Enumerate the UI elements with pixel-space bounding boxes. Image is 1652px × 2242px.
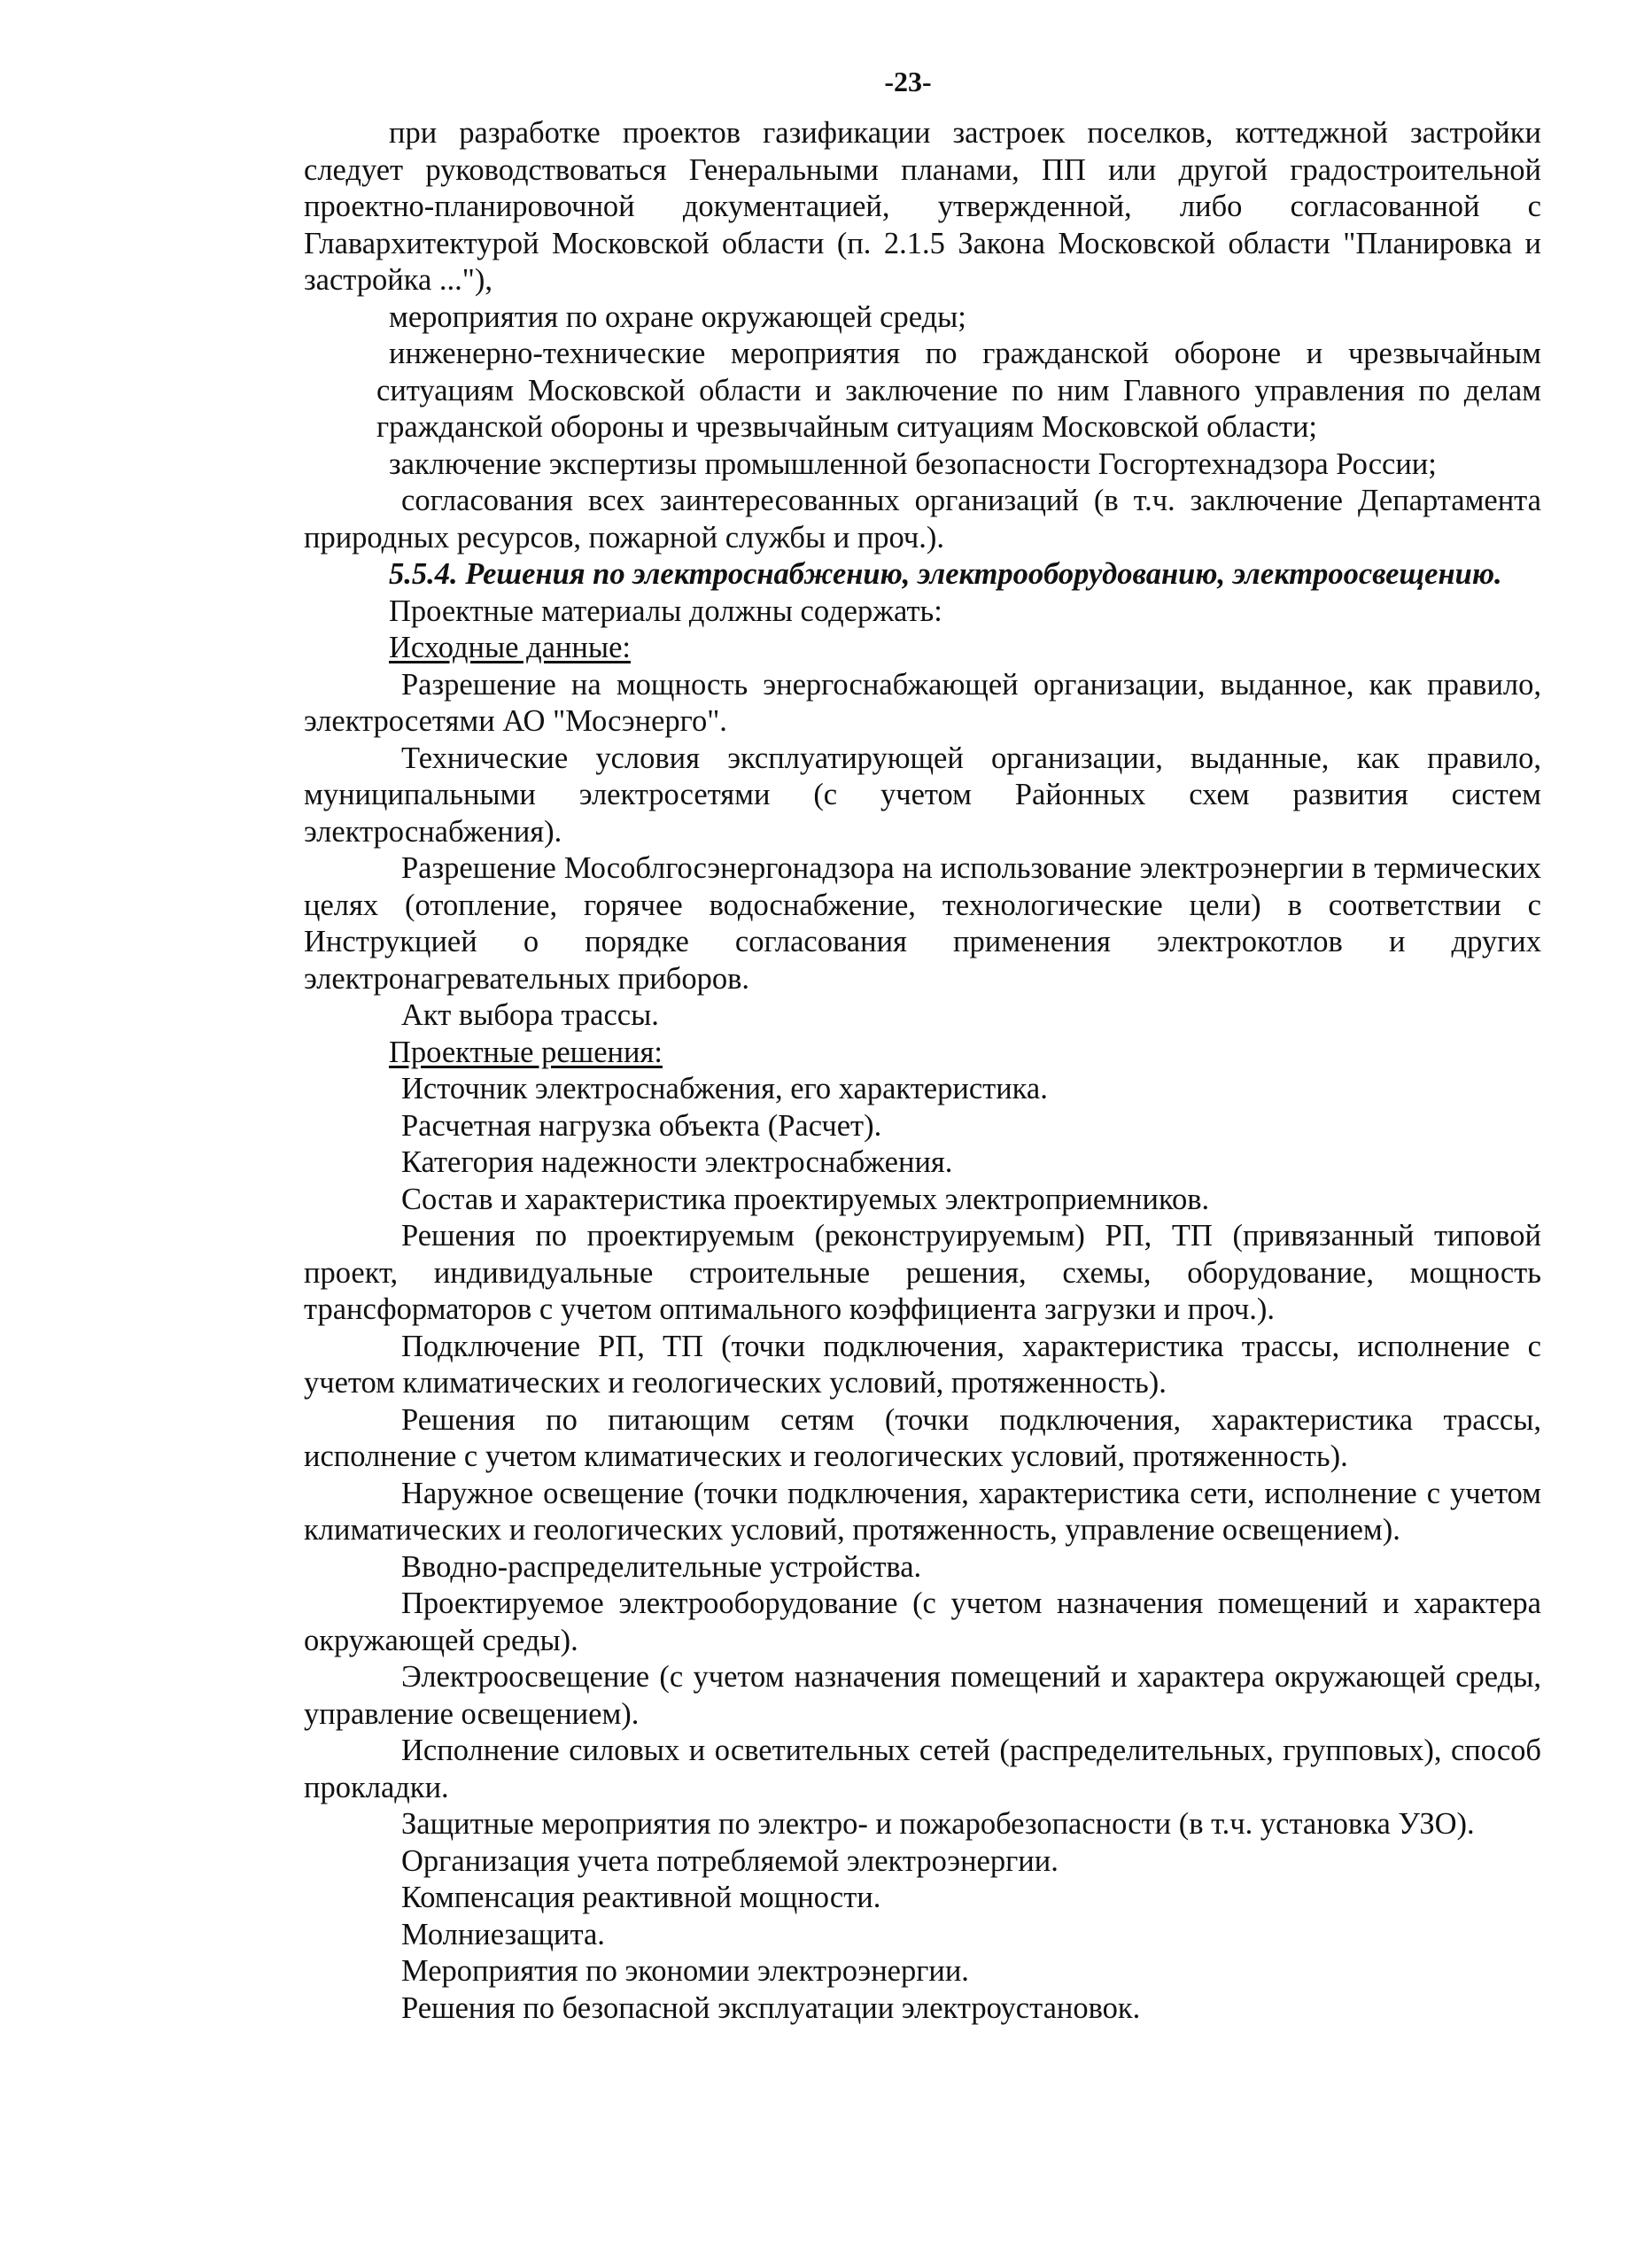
paragraph: Источник электроснабжения, его характеристика. bbox=[401, 1072, 1048, 1105]
paragraph: Расчетная нагрузка объекта (Расчет). bbox=[401, 1108, 882, 1143]
paragraph: Состав и характеристика проектируемых электроприемников. bbox=[401, 1182, 1210, 1216]
paragraph: Решения по питающим сетям (точки подключения, характеристика трассы, исполнение с учетом климатических и геологических условий, протяженность). bbox=[304, 1402, 1541, 1473]
paragraph: Проектные материалы должны содержать: bbox=[389, 593, 942, 628]
paragraph: Вводно-распределительные устройства. bbox=[401, 1549, 922, 1584]
paragraph: Компенсация реактивной мощности. bbox=[401, 1881, 881, 1914]
paragraph: Разрешение Мособлгосэнергонадзора на использование электроэнергии в термических целях (отопление, горячее водоснабжение, технологические цели) в соответствии с Инструкцией о порядке согласования применения электрокотлов и других электронагревательных приборов. bbox=[304, 851, 1541, 996]
subheading-label: Исходные данные: bbox=[389, 631, 631, 664]
page-body bbox=[304, 115, 1541, 2027]
paragraph: Молниезащита. bbox=[401, 1917, 605, 1951]
paragraph: при разработке проектов газификации застроек поселков, коттеджной застройки следует руководствоваться Генеральными планами, ПП или другой градостроительной проектно-планировочной документацией, утвержденной, либо согласованной с Главархитектурой Московской области (п. 2.1.5 Закона Московской области "Планировка и застройка ..."), bbox=[304, 116, 1541, 297]
paragraph: Наружное освещение (точки подключения, характеристика сети, исполнение с учетом климатических и геологических условий, протяженность, управление освещением). bbox=[304, 1476, 1541, 1547]
paragraph: Категория надежности электроснабжения. bbox=[401, 1145, 953, 1179]
subheading-label: Проектные решения: bbox=[389, 1035, 663, 1069]
paragraph: Защитные мероприятия по электро- и пожаробезопасности (в т.ч. установка УЗО). bbox=[401, 1807, 1475, 1841]
paragraph: заключение экспертизы промышленной безопасности Госгортехнадзора России; bbox=[389, 446, 1437, 481]
paragraph: Технические условия эксплуатирующей организации, выданные, как правило, муниципальными электросетями (с учетом Районных схем развития систем электроснабжения). bbox=[304, 741, 1541, 849]
paragraph: мероприятия по охране окружающей среды; bbox=[389, 299, 966, 334]
paragraph: Электроосвещение (с учетом назначения помещений и характера окружающей среды, управление освещением). bbox=[304, 1660, 1541, 1731]
paragraph: Подключение РП, ТП (точки подключения, характеристика трассы, исполнение с учетом климатических и геологических условий, протяженность). bbox=[304, 1329, 1541, 1400]
paragraph: Организация учета потребляемой электроэнергии. bbox=[401, 1843, 1059, 1878]
paragraph: Акт выбора трассы. bbox=[401, 998, 659, 1032]
section-heading: 5.5.4. Решения по электроснабжению, электрооборудованию, электроосвещению. bbox=[389, 557, 1502, 591]
page-number: -23- bbox=[884, 66, 932, 97]
paragraph: инженерно-технические мероприятия по гражданской обороне и чрезвычайным ситуациям Московской области и заключение по ним Главного управления по делам гражданской обороны и чрезвычайным ситуациям Московской области; bbox=[376, 337, 1541, 444]
subheading-source-data bbox=[304, 630, 1541, 667]
paragraph: Решения по безопасной эксплуатации электроустановок. bbox=[401, 1990, 1141, 2025]
paragraph: Решения по проектируемым (реконструируемым) РП, ТП (привязанный типовой проект, индивидуальные строительные решения, схемы, оборудование, мощность трансформаторов с учетом оптимального коэффициента загрузки и проч.). bbox=[304, 1219, 1541, 1326]
paragraph: Исполнение силовых и осветительных сетей (распределительных, групповых), способ прокладки. bbox=[304, 1734, 1541, 1804]
paragraph: Разрешение на мощность энергоснабжающей организации, выданное, как правило, электросетями АО "Мосэнерго". bbox=[304, 667, 1541, 738]
paragraph: согласования всех заинтересованных организаций (в т.ч. заключение Департамента природных ресурсов, пожарной службы и проч.). bbox=[304, 484, 1541, 555]
paragraph: Проектируемое электрооборудование (с учетом назначения помещений и характера окружающей среды). bbox=[304, 1586, 1541, 1657]
subheading-design-solutions bbox=[304, 1035, 1541, 1072]
paragraph: Мероприятия по экономии электроэнергии. bbox=[401, 1954, 969, 1988]
